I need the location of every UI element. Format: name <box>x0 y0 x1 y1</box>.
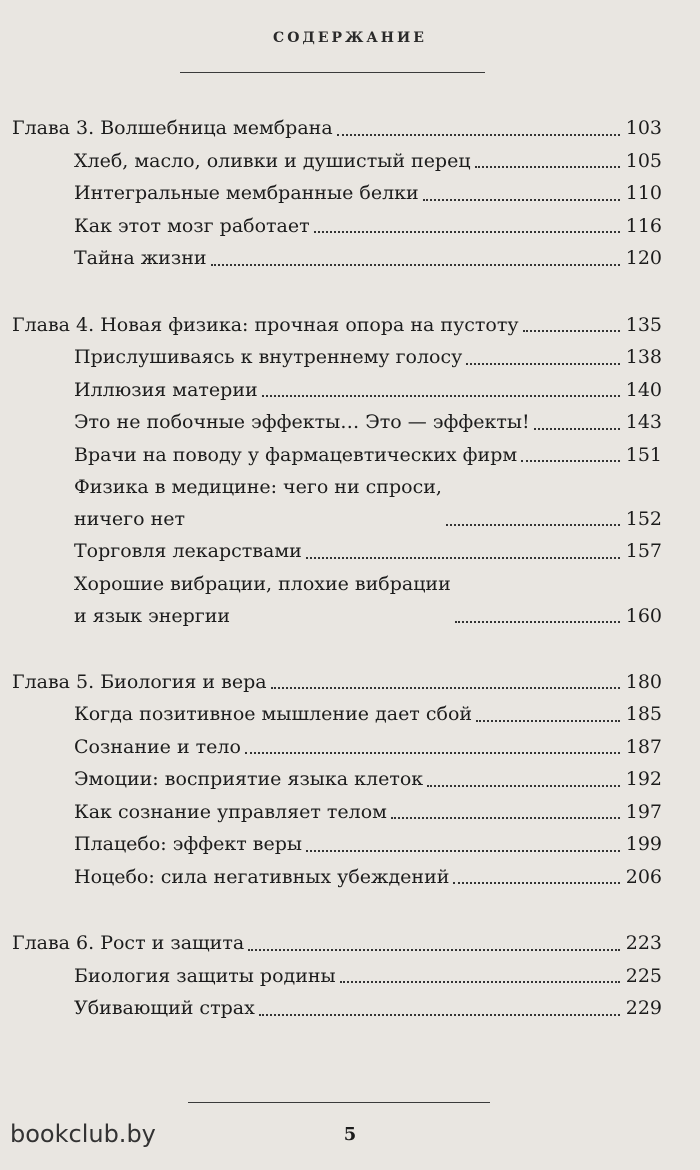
page-number: 229 <box>625 997 662 1019</box>
dot-leader <box>427 785 620 787</box>
page-number: 192 <box>625 768 662 790</box>
section-title: Сознание и тело <box>74 735 241 758</box>
dot-leader <box>423 199 620 201</box>
chapter-4 <box>12 309 662 632</box>
section-title: Тайна жизни <box>74 247 207 269</box>
page-number: 180 <box>625 670 662 693</box>
page-number: 185 <box>625 703 662 725</box>
page-number: 138 <box>625 346 662 368</box>
toc-entry[interactable] <box>12 731 662 764</box>
page-number: 151 <box>625 443 662 466</box>
dot-leader <box>446 524 620 526</box>
section-title: Когда позитивное мышление дает сбой <box>74 703 473 725</box>
toc-entry[interactable] <box>12 763 662 796</box>
toc-entry[interactable] <box>12 374 662 407</box>
toc-entry[interactable] <box>12 960 662 993</box>
dot-leader <box>211 264 620 266</box>
page-number: 105 <box>625 149 662 172</box>
chapter-heading[interactable] <box>12 666 662 699</box>
section-title: Интегральные мембранные белки <box>74 182 419 204</box>
dot-leader <box>337 134 620 136</box>
page-title: СОДЕРЖАНИЕ <box>273 30 427 46</box>
page-number: 206 <box>625 865 662 888</box>
section-title: Убивающий страх <box>74 997 255 1019</box>
page-number: 116 <box>625 214 662 237</box>
chapter-heading[interactable] <box>12 309 662 342</box>
page-number: 187 <box>625 735 662 758</box>
chapter-5 <box>12 666 662 894</box>
page-number: 223 <box>625 932 662 954</box>
dot-leader <box>314 231 620 233</box>
folio-page-number: 5 <box>343 1124 357 1145</box>
dot-leader <box>306 557 620 559</box>
dot-leader <box>306 850 620 852</box>
chapter-title: Глава 5. Биология и вера <box>12 670 267 693</box>
dot-leader <box>455 621 620 623</box>
chapter-title: Глава 6. Рост и защита <box>12 932 245 954</box>
dot-leader <box>340 981 620 983</box>
toc-entry[interactable] <box>12 177 662 210</box>
toc-entry[interactable] <box>12 861 662 894</box>
section-title: Ноцебо: сила негативных убеждений <box>74 865 450 888</box>
dot-leader <box>271 687 620 689</box>
watermark: bookclub.by <box>10 1120 156 1148</box>
dot-leader <box>475 166 620 168</box>
section-title: Как сознание управляет телом <box>74 800 387 823</box>
section-title: Торговля лекарствами <box>74 540 302 562</box>
page-number: 120 <box>625 247 662 269</box>
toc-entry[interactable] <box>12 535 662 568</box>
section-title: Врачи на поводу у фармацевтических фирм <box>74 443 518 466</box>
section-title: Иллюзия материи <box>74 378 258 401</box>
toc-entry[interactable] <box>12 568 662 632</box>
section-title: Как этот мозг работает <box>74 214 310 237</box>
dot-leader <box>466 363 620 365</box>
toc-entry[interactable] <box>12 439 662 472</box>
toc-entry[interactable] <box>12 406 662 439</box>
chapter-heading[interactable] <box>12 927 662 960</box>
page-number: 199 <box>625 833 662 855</box>
dot-leader <box>245 752 620 754</box>
chapter-title: Глава 3. Волшебница мембрана <box>12 117 333 139</box>
section-title: Плацебо: эффект веры <box>74 833 303 855</box>
table-of-contents <box>12 112 662 1059</box>
chapter-6 <box>12 927 662 1025</box>
section-title: Биология защиты родины <box>74 964 336 987</box>
page-number: 152 <box>625 508 662 530</box>
dot-leader <box>391 817 620 819</box>
toc-entry[interactable] <box>12 210 662 243</box>
section-title: Хорошие вибрации, плохие вибрации и язык энергии <box>74 572 451 627</box>
dot-leader <box>521 460 620 462</box>
page-number: 160 <box>625 604 662 627</box>
page-number: 157 <box>625 540 662 562</box>
section-title: Эмоции: восприятие языка клеток <box>74 768 424 790</box>
page-number: 140 <box>625 378 662 401</box>
toc-entry[interactable] <box>12 698 662 731</box>
dot-leader <box>453 882 620 884</box>
footer-divider <box>188 1102 490 1103</box>
page-number: 110 <box>625 182 662 204</box>
toc-entry[interactable] <box>12 828 662 861</box>
section-title: Прислушиваясь к внутреннему голосу <box>74 346 463 368</box>
toc-entry[interactable] <box>12 796 662 829</box>
dot-leader <box>262 395 620 397</box>
section-title: Хлеб, масло, оливки и душистый перец <box>74 149 471 172</box>
dot-leader <box>523 330 620 332</box>
toc-entry[interactable] <box>12 471 662 535</box>
page-number: 135 <box>625 313 662 336</box>
chapter-title: Глава 4. Новая физика: прочная опора на пустоту <box>12 313 519 336</box>
page-number: 197 <box>625 800 662 823</box>
dot-leader <box>534 428 620 430</box>
toc-entry[interactable] <box>12 341 662 374</box>
dot-leader <box>248 949 620 951</box>
chapter-3 <box>12 112 662 275</box>
section-title: Физика в медицине: чего ни спроси, ничего нет <box>74 476 442 530</box>
dot-leader <box>476 720 620 722</box>
chapter-heading[interactable] <box>12 112 662 145</box>
page-number: 225 <box>625 964 662 987</box>
toc-entry[interactable] <box>12 242 662 275</box>
page-number: 143 <box>625 411 662 433</box>
section-title: Это не побочные эффекты… Это — эффекты! <box>74 411 530 433</box>
toc-entry[interactable] <box>12 992 662 1025</box>
page-number: 103 <box>625 117 662 139</box>
header-divider <box>180 72 485 73</box>
dot-leader <box>259 1014 620 1016</box>
toc-entry[interactable] <box>12 145 662 178</box>
